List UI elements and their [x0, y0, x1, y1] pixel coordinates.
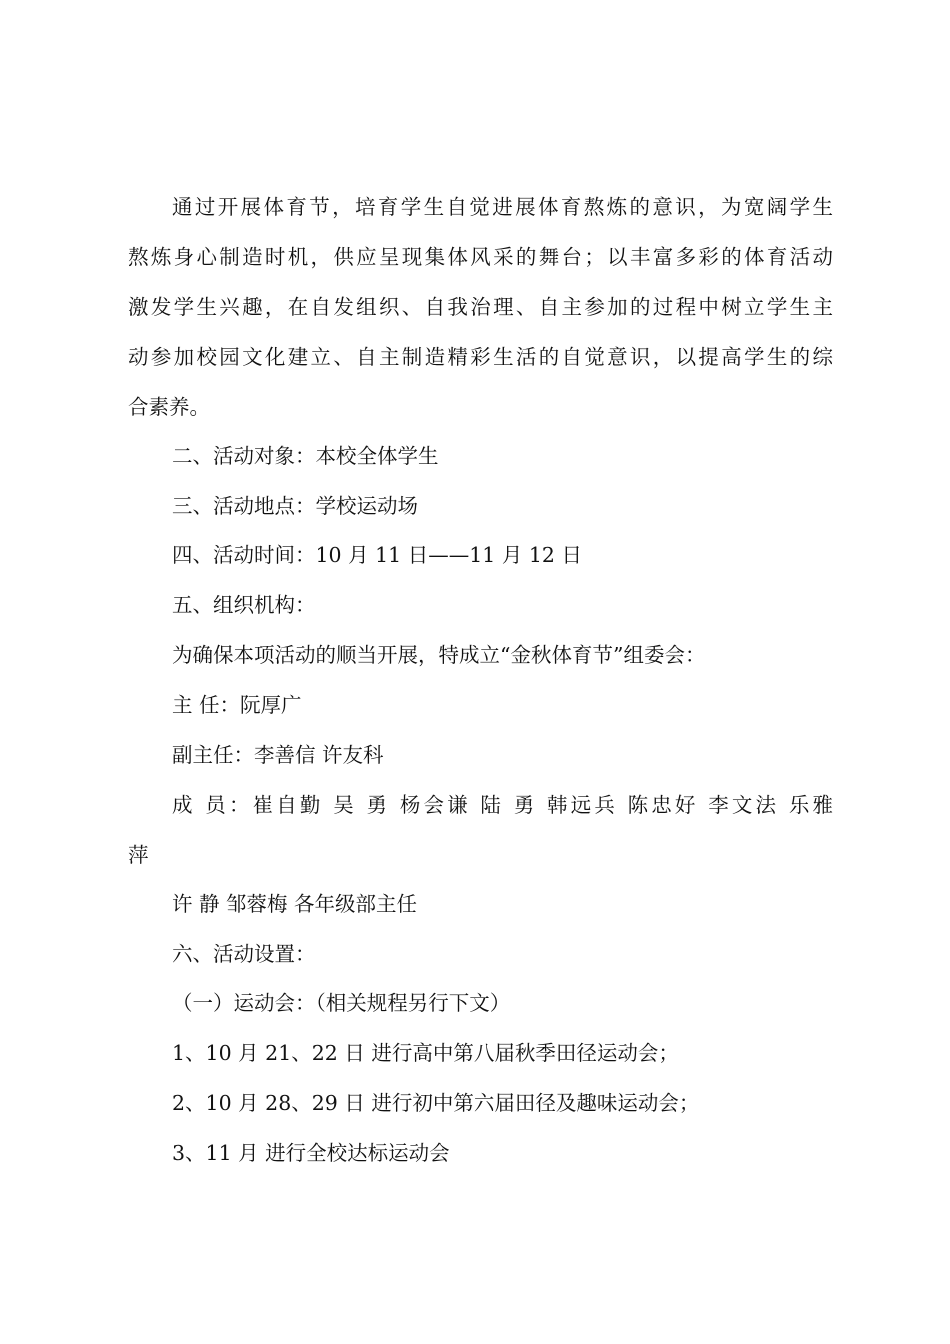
paragraph-line-4: 动参加校园文化建立、自主制造精彩生活的自觉意识，以提高学生的综: [128, 345, 833, 369]
committee-intro: 为确保本项活动的顺当开展，特成立“金秋体育节”组委会：: [172, 643, 706, 667]
section-heading-6: 六、活动设置：: [172, 942, 316, 966]
subsection-heading-1: （一）运动会：（相关规程另行下文）: [172, 991, 511, 1015]
section-heading-5: 五、组织机构：: [172, 593, 316, 617]
section-heading-2: 二、活动对象：本校全体学生: [172, 444, 439, 468]
section-heading-3: 三、活动地点：学校运动场: [172, 494, 418, 518]
list-item-1: 1、10 月 21、22 日 进行高中第八届秋季田径运动会；: [172, 1041, 679, 1065]
members-line-2: 萍: [128, 843, 149, 867]
director-line: 主 任：阮厚广: [172, 693, 302, 717]
paragraph-line-3: 激发学生兴趣，在自发组织、自我治理、自主参加的过程中树立学生主: [128, 295, 833, 319]
paragraph-line-1: 通过开展体育节，培育学生自觉进展体育熬炼的意识，为宽阔学生: [172, 195, 833, 219]
members-line-3: 许 静 邹蓉梅 各年级部主任: [172, 892, 418, 916]
paragraph-line-5: 合素养。: [128, 395, 210, 419]
list-item-3: 3、11 月 进行全校达标运动会: [172, 1141, 450, 1165]
members-line-1: 成 员：崔自勤 吴 勇 杨会谦 陆 勇 韩远兵 陈忠好 李文法 乐雅: [172, 793, 833, 817]
vice-director-line: 副主任：李善信 许友科: [172, 743, 384, 767]
list-item-2: 2、10 月 28、29 日 进行初中第六届田径及趣味运动会；: [172, 1091, 700, 1115]
section-heading-4: 四、活动时间：10 月 11 日——11 月 12 日: [172, 543, 582, 567]
paragraph-line-2: 熬炼身心制造时机，供应呈现集体风采的舞台；以丰富多彩的体育活动: [128, 245, 833, 269]
